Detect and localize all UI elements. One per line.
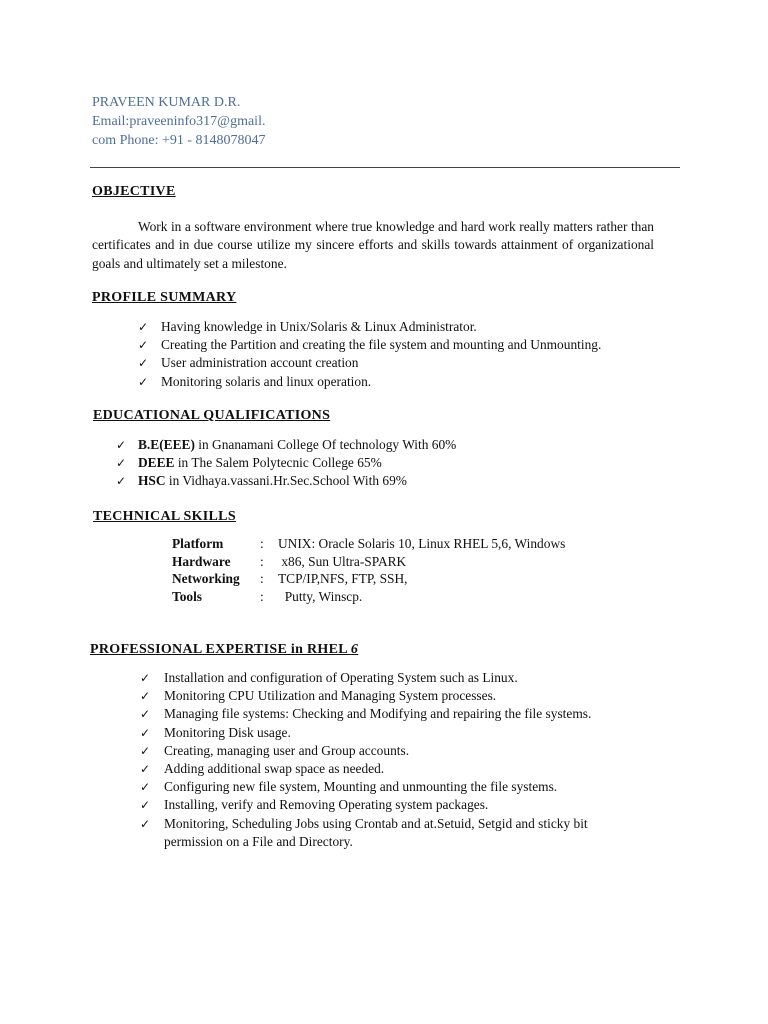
list-item: ✓ Installing, verify and Removing Operating system packages. — [142, 796, 642, 814]
check-icon: ✓ — [140, 816, 151, 831]
check-icon: ✓ — [138, 338, 149, 353]
skill-separator: : — [260, 571, 264, 586]
profile-summary-heading: PROFILE SUMMARY — [92, 290, 237, 305]
list-item: ✓ B.E(EEE) in Gnanamani College Of technology With 60% — [118, 436, 456, 454]
objective-text: Work in a software environment where true knowledge and hard work really matters rather than certificates and in due course utilize my sincere efforts and skills towards attainment of organizational goals and ultimately set a milestone. — [92, 219, 654, 271]
list-item: ✓ Configuring new file system, Mounting and unmounting the file systems. — [142, 778, 642, 796]
table-row — [172, 570, 565, 588]
check-icon: ✓ — [138, 374, 149, 389]
skill-key: Hardware — [172, 553, 231, 569]
check-icon: ✓ — [138, 320, 149, 334]
rhel-version: 6 — [350, 642, 359, 657]
check-icon: ✓ — [140, 689, 151, 704]
skill-key: Networking — [172, 571, 240, 586]
list-item: ✓ DEEE in The Salem Polytecnic College 65% — [118, 454, 456, 472]
education-list — [118, 436, 456, 491]
skill-value: x86, Sun Ultra-SPARK — [278, 553, 407, 569]
expertise-heading: PROFESSIONAL EXPERTISE in RHEL 6 — [90, 642, 359, 657]
list-item: ✓ Managing file systems: Checking and Modifying and repairing the file systems. — [142, 705, 642, 723]
list-item: ✓ Monitoring solaris and linux operation. — [140, 373, 601, 391]
objective-heading: OBJECTIVE — [92, 184, 176, 199]
list-item: ✓ Adding additional swap space as needed. — [142, 760, 642, 778]
check-icon: ✓ — [140, 780, 151, 795]
check-icon: ✓ — [116, 474, 127, 489]
check-icon: ✓ — [140, 671, 151, 685]
check-icon: ✓ — [140, 743, 151, 758]
skill-separator: : — [260, 553, 264, 569]
technical-skills-heading: TECHNICAL SKILLS — [93, 509, 236, 524]
phone-line: com Phone: +91 - 8148078047 — [92, 133, 266, 148]
skill-value: UNIX: Oracle Solaris 10, Linux RHEL 5,6, Windows — [278, 536, 566, 551]
degree-name: HSC — [138, 473, 166, 489]
skill-separator: : — [260, 588, 264, 604]
profile-summary-list — [140, 318, 601, 391]
skill-key: Platform — [172, 536, 224, 551]
expertise-list — [142, 669, 642, 851]
list-item: ✓ Installation and configuration of Operating System such as Linux. — [142, 669, 642, 687]
check-icon: ✓ — [138, 356, 149, 371]
check-icon: ✓ — [140, 762, 151, 777]
check-icon: ✓ — [140, 725, 151, 740]
skill-value: Putty, Winscp. — [278, 588, 363, 604]
technical-skills-table — [172, 535, 565, 605]
list-item: ✓ Having knowledge in Unix/Solaris & Linux Administrator. — [140, 318, 601, 336]
skill-key: Tools — [172, 588, 203, 604]
degree-name: DEEE — [138, 455, 175, 471]
education-heading: EDUCATIONAL QUALIFICATIONS — [93, 408, 331, 423]
email-line: Email:praveeninfo317@gmail. — [92, 114, 266, 129]
table-row — [172, 588, 565, 606]
list-item: ✓ HSC in Vidhaya.vassani.Hr.Sec.School With 69% — [118, 472, 456, 490]
check-icon: ✓ — [140, 707, 151, 722]
candidate-name: PRAVEEN KUMAR D.R. — [92, 95, 241, 110]
list-item: ✓ Monitoring, Scheduling Jobs using Crontab and at.Setuid, Setgid and sticky bit permission on a File and Directory. — [140, 815, 588, 849]
table-row — [172, 535, 565, 553]
table-row — [172, 553, 565, 571]
check-icon: ✓ — [116, 438, 127, 452]
list-item: ✓ Creating, managing user and Group accounts. — [142, 742, 642, 760]
header-divider — [90, 167, 680, 168]
skill-separator: : — [260, 536, 264, 551]
degree-name: B.E(EEE) — [138, 437, 195, 452]
check-icon: ✓ — [140, 798, 151, 813]
list-item: ✓ Creating the Partition and creating the file system and mounting and Unmounting. — [140, 336, 601, 354]
list-item: ✓ User administration account creation — [140, 354, 601, 372]
list-item: ✓ Monitoring Disk usage. — [142, 724, 642, 742]
check-icon: ✓ — [116, 456, 127, 471]
skill-value: TCP/IP,NFS, FTP, SSH, — [278, 571, 408, 586]
list-item: ✓ Monitoring CPU Utilization and Managing System processes. — [142, 687, 642, 705]
